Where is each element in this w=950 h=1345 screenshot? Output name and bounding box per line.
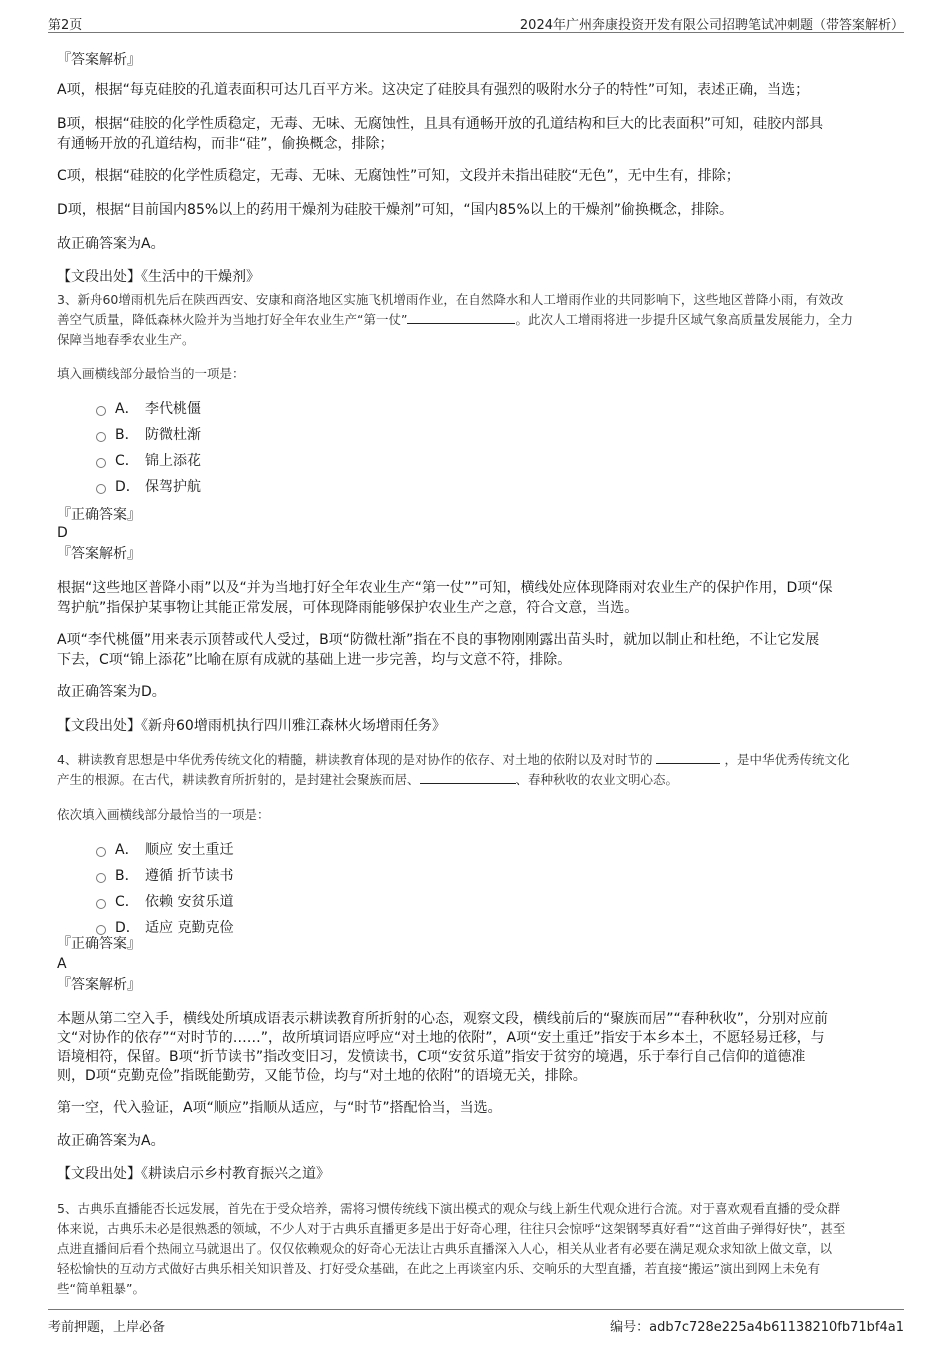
q3-conclusion: 故正确答案为D。 bbox=[57, 684, 166, 700]
q4-analysis-first-blank: 第一空，代入验证，A项“顺应”指顺从适应，与“时节”搭配恰当，当选。 bbox=[57, 1100, 502, 1116]
q4-analysis-line3: 语境相符，保留。B项“折节读书”指改变旧习，发愤读书，C项“安贫乐道”指安于贫穷的境遇，乐于奉行自己信仰的道德准 bbox=[57, 1049, 806, 1065]
q2-analysis-d: D项，根据“目前国内85%以上的药用干燥剂为硅胶干燥剂”可知，“国内85%以上的干燥剂”偷换概念，排除。 bbox=[57, 202, 734, 218]
option-letter: A． bbox=[115, 401, 139, 417]
q4-stem-text-c: 产生的根源。在古代，耕读教育所折射的，是封建社会聚族而居、 bbox=[57, 772, 420, 787]
q3-prompt: 填入画横线部分最恰当的一项是： bbox=[57, 366, 245, 381]
q3-stem-line3: 保障当地春季农业生产。 bbox=[57, 332, 195, 347]
q3-option-d[interactable] bbox=[96, 477, 201, 497]
q3-analysis-2-line1: A项“李代桃僵”用来表示顶替或代人受过，B项“防微杜渐”指在不良的事物刚刚露出苗头时，就加以制止和杜绝，不让它发展 bbox=[57, 632, 820, 648]
q3-option-a[interactable] bbox=[96, 399, 201, 419]
q3-answer: D bbox=[57, 525, 68, 541]
q4-stem-text-d: 、春种秋收的农业文明心态。 bbox=[515, 772, 679, 787]
radio-icon[interactable] bbox=[96, 847, 106, 857]
q4-analysis-label: 『答案解析』 bbox=[57, 977, 141, 993]
q4-option-c[interactable] bbox=[96, 892, 233, 912]
q3-option-c[interactable] bbox=[96, 451, 201, 471]
q4-answer: A bbox=[57, 956, 67, 972]
page-footer bbox=[48, 1309, 904, 1336]
q5-stem-line1: 5、古典乐直播能否长远发展，首先在于受众培养，需将习惯传统线下演出模式的观众与线上新生代观众进行合流。对于喜欢观看直播的受众群 bbox=[57, 1201, 840, 1216]
q3-option-b[interactable] bbox=[96, 425, 201, 445]
q3-analysis-label: 『答案解析』 bbox=[57, 546, 141, 562]
q4-stem-text-a: 4、耕读教育思想是中华优秀传统文化的精髓，耕读教育体现的是对协作的依存、对土地的依附以及对时节的 bbox=[57, 752, 653, 767]
q5-stem-line4: 轻松愉快的互动方式做好古典乐相关知识普及、打好受众基础，在此之上再谈室内乐、交响乐的大型直播，若直接“搬运”演出到网上未免有 bbox=[57, 1261, 820, 1276]
q3-answer-label: 『正确答案』 bbox=[57, 507, 141, 523]
q2-analysis-b-line1: B项，根据“硅胶的化学性质稳定，无毒、无味、无腐蚀性，且具有通畅开放的孔道结构和巨大的比表面积”可知，硅胶内部具 bbox=[57, 116, 824, 132]
q2-analysis-label: 『答案解析』 bbox=[57, 52, 141, 68]
q3-analysis-1-line1: 根据“这些地区普降小雨”以及“并为当地打好全年农业生产“第一仗””可知，横线处应体现降雨对农业生产的保护作用，D项“保 bbox=[57, 580, 833, 596]
q4-analysis-line4: 则，D项“克勤克俭”指既能勤劳，又能节俭，均与“对土地的依附”的语境无关，排除。 bbox=[57, 1068, 587, 1084]
option-text: 适应 克勤克俭 bbox=[145, 920, 234, 936]
page-number: 第2页 bbox=[48, 18, 83, 33]
option-text: 锦上添花 bbox=[145, 453, 201, 469]
option-letter: B． bbox=[115, 868, 139, 884]
q3-stem-line2 bbox=[57, 310, 907, 329]
option-text: 保驾护航 bbox=[145, 479, 201, 495]
option-letter: D． bbox=[115, 920, 140, 936]
option-letter: D． bbox=[115, 479, 140, 495]
q3-analysis-2-line2: 下去，C项“锦上添花”比喻在原有成就的基础上进一步完善，均与文意不符，排除。 bbox=[57, 652, 572, 668]
radio-icon[interactable] bbox=[96, 406, 106, 416]
q5-stem-line3: 点进直播间后看个热闹立马就退出了。仅仅依赖观众的好奇心无法让古典乐直播深入人心，相关从业者有必要在满足观众求知欲上做文章，以 bbox=[57, 1241, 833, 1256]
radio-icon[interactable] bbox=[96, 432, 106, 442]
q3-stem-text-b: 。此次人工增雨将进一步提升区域气象高质量发展能力，全力 bbox=[515, 312, 853, 327]
option-letter: C． bbox=[115, 453, 139, 469]
q2-source: 【文段出处】《生活中的干燥剂》 bbox=[57, 269, 260, 285]
option-letter: C． bbox=[115, 894, 139, 910]
q3-analysis-1-line2: 驾护航”指保护某事物让其能正常发展，可体现降雨能够保护农业生产之意，符合文意，当选。 bbox=[57, 600, 639, 616]
q2-analysis-a: A项，根据“每克硅胶的孔道表面积可达几百平方米。这决定了硅胶具有强烈的吸附水分子的特性”可知，表述正确，当选； bbox=[57, 82, 810, 98]
q4-conclusion: 故正确答案为A。 bbox=[57, 1133, 165, 1149]
q4-answer-label: 『正确答案』 bbox=[57, 936, 141, 952]
q2-analysis-c: C项，根据“硅胶的化学性质稳定，无毒、无味、无腐蚀性”可知，文段并未指出硅胶“无色”，无中生有，排除； bbox=[57, 168, 740, 184]
q4-option-a[interactable] bbox=[96, 840, 233, 860]
q3-fill-blank bbox=[407, 311, 515, 324]
q4-stem-line1 bbox=[57, 750, 907, 769]
option-text: 李代桃僵 bbox=[145, 401, 201, 417]
q4-fill-blank-2 bbox=[420, 771, 516, 784]
document-code: 编号：adb7c728e225a4b61138210fb71bf4a1 bbox=[610, 1320, 904, 1335]
footer-slogan: 考前押题，上岸必备 bbox=[48, 1320, 166, 1335]
q4-fill-blank-1 bbox=[656, 751, 720, 764]
q4-stem-text-b: ，是中华优秀传统文化 bbox=[724, 752, 850, 767]
option-text: 防微杜渐 bbox=[145, 427, 201, 443]
option-text: 依赖 安贫乐道 bbox=[145, 894, 234, 910]
radio-icon[interactable] bbox=[96, 458, 106, 468]
radio-icon[interactable] bbox=[96, 484, 106, 494]
q4-stem-line2 bbox=[57, 770, 907, 789]
option-letter: B． bbox=[115, 427, 139, 443]
q4-analysis-line1: 本题从第二空入手，横线处所填成语表示耕读教育所折射的心态，观察文段，横线前后的“聚族而居”“春种秋收”，分别对应前 bbox=[57, 1011, 829, 1027]
page-header bbox=[48, 10, 904, 33]
option-text: 顺应 安土重迁 bbox=[145, 842, 234, 858]
q5-stem-line2: 体来说，古典乐未必是很熟悉的领域，不少人对于古典乐直播更多是出于好奇心理，往往只会惊呼“这架钢琴真好看”“这首曲子弹得好快”，甚至 bbox=[57, 1221, 846, 1236]
document-title: 2024年广州奔康投资开发有限公司招聘笔试冲刺题（带答案解析） bbox=[519, 18, 904, 33]
q4-analysis-line2: 文“对协作的依存”“对时节的……”，故所填词语应呼应“对土地的依附”，A项“安土重迁”指安于本乡本土，不愿轻易迁移，与 bbox=[57, 1030, 825, 1046]
q5-stem-line5: 些“简单粗暴”。 bbox=[57, 1281, 145, 1296]
option-text: 遵循 折节读书 bbox=[145, 868, 234, 884]
radio-icon[interactable] bbox=[96, 873, 106, 883]
q4-option-b[interactable] bbox=[96, 866, 233, 886]
option-letter: A． bbox=[115, 842, 139, 858]
q3-stem-line1: 3、新舟60增雨机先后在陕西西安、安康和商洛地区实施飞机增雨作业，在自然降水和人工增雨作业的共同影响下，这些地区普降小雨，有效改 bbox=[57, 292, 844, 307]
radio-icon[interactable] bbox=[96, 899, 106, 909]
q4-prompt: 依次填入画横线部分最恰当的一项是： bbox=[57, 807, 270, 822]
q4-source: 【文段出处】《耕读启示乡村教育振兴之道》 bbox=[57, 1166, 330, 1182]
q3-source: 【文段出处】《新舟60增雨机执行四川雅江森林火场增雨任务》 bbox=[57, 718, 446, 734]
q3-stem-text-a: 善空气质量，降低森林火险并为当地打好全年农业生产“第一仗” bbox=[57, 312, 408, 327]
q2-analysis-b-line2: 有通畅开放的孔道结构，而非“硅”，偷换概念，排除； bbox=[57, 136, 394, 152]
q2-conclusion: 故正确答案为A。 bbox=[57, 236, 165, 252]
